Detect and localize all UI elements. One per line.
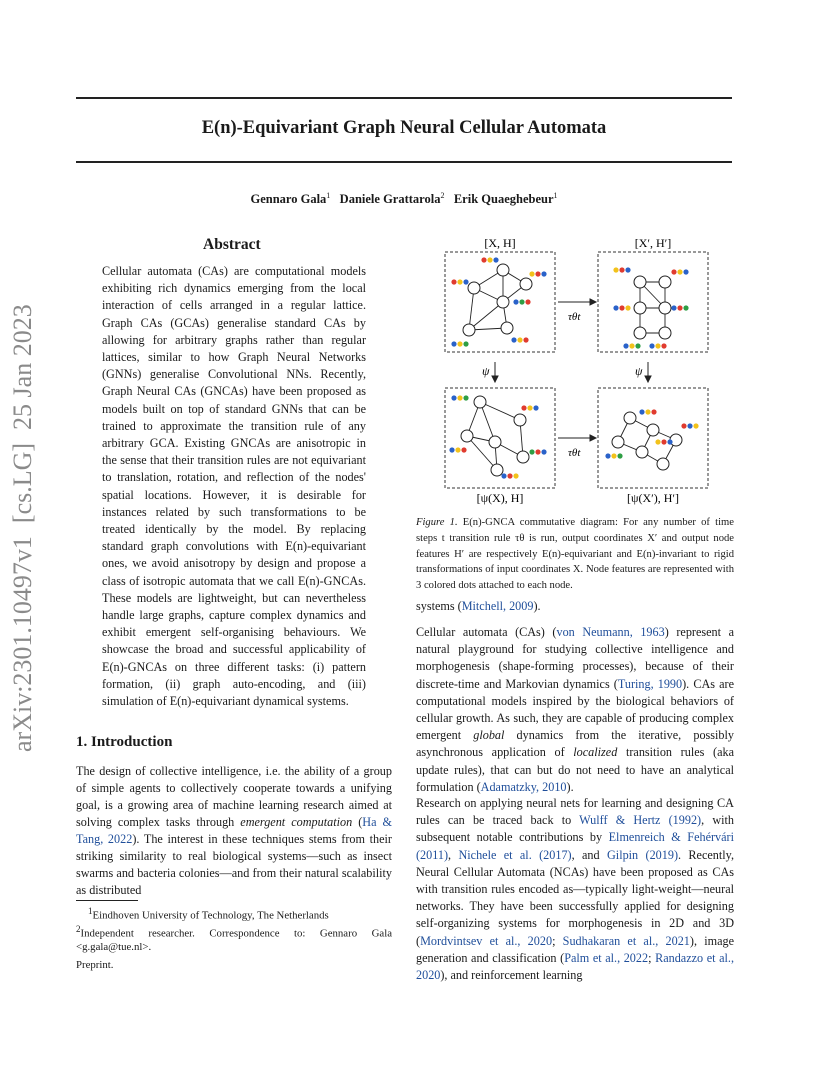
footnote-rule bbox=[76, 900, 138, 901]
arrow-psi-right bbox=[645, 362, 651, 382]
body-text: ), image generation and classification ( bbox=[416, 933, 735, 965]
intro-paragraph bbox=[76, 763, 392, 899]
citation-link[interactable]: Mitchell, 2009 bbox=[461, 599, 534, 613]
label-bottom-right: [ψ(X′), H′] bbox=[626, 491, 680, 505]
body-text: . Recently, Neural Cellular Automata (NCAs) have been proposed as CAs with transition rules encoded as—typically light-weight—neural networks. They have been successfully applied for designing self-organizing systems for morphogenesis in 2D and 3D ( bbox=[416, 847, 735, 948]
graph-nodes bbox=[461, 396, 529, 476]
citation-link[interactable]: Adamatzky, 2010 bbox=[480, 779, 567, 794]
psi-label: ψ bbox=[635, 364, 643, 378]
citation-link[interactable]: Palm et al., 2022 bbox=[564, 950, 649, 965]
footnotes: $^1$Eindhoven University of Technology, The Netherlands $^2$Independent researcher. Correspondence to: Gennaro Gala <g.gala@tue.nl>. bbox=[76, 906, 392, 954]
body-text: ) represent a natural playground for studying collective intelligence and morphogenesis (shape-forming processes), because of their discrete-time and Markovian dynamics ( bbox=[416, 625, 734, 691]
tau-label: τθt bbox=[568, 447, 581, 459]
citation-link[interactable]: Elmenreich & Fehérvári (2011) bbox=[416, 830, 734, 862]
body-text: Cellular automata (CAs) ( bbox=[416, 625, 557, 639]
abstract-heading: Abstract bbox=[203, 236, 261, 253]
author-affiliation: 1 bbox=[326, 191, 331, 200]
citation-link[interactable]: Turing, 1990 bbox=[617, 676, 683, 691]
author-name: Gennaro Gala bbox=[250, 192, 327, 207]
citation-link[interactable]: Wulff & Hertz (1992) bbox=[579, 813, 702, 828]
body-text: ; bbox=[552, 933, 563, 948]
citation-link[interactable]: Randazzo et al., 2020 bbox=[416, 950, 735, 983]
figure-caption bbox=[416, 515, 734, 594]
author-list bbox=[76, 191, 732, 207]
label-top-left: [X, H] bbox=[484, 236, 516, 250]
paper-title: E(n)-Equivariant Graph Neural Cellular Automata bbox=[201, 118, 607, 138]
label-top-right: [X′, H′] bbox=[634, 236, 672, 250]
citation-link[interactable]: Sudhakaran et al., 2021 bbox=[562, 933, 690, 948]
body-paragraph bbox=[416, 624, 734, 796]
graph-nodes bbox=[634, 276, 671, 339]
body-text: ; bbox=[648, 950, 656, 965]
arrow-psi-left bbox=[492, 362, 498, 382]
graph-edges bbox=[618, 418, 676, 464]
intro-text: ). The interest in these techniques stems from their striking similarity to real biological systems—such as insect swarms and bacteria colonies—and from their natural scalability as distributed bbox=[76, 832, 392, 897]
citation-link[interactable]: von Neumann, 1963 bbox=[556, 625, 665, 639]
body-text: dynamics from the iterative, possibly asynchronous application of bbox=[416, 728, 734, 760]
author-name: Erik Quaeghebeur bbox=[453, 192, 554, 207]
caption-text: E(n)-GNCA commutative diagram: For any number of time steps t transition rule τθ is run, output coordinates X′ and output node features H′ are respectively E(n)-equivariant and E(n)-invariant to rigid transformations of input coordinates X. Node features are represented with 3 colored dots attached to each node. bbox=[416, 517, 734, 592]
arrow-tau-top bbox=[558, 299, 596, 305]
psi-label: ψ bbox=[482, 364, 490, 378]
body-emphasis: localized bbox=[573, 745, 618, 760]
label-bottom-left: [ψ(X), H] bbox=[476, 491, 524, 505]
body-emphasis: global bbox=[473, 728, 505, 743]
abstract-text: Cellular automata (CAs) are computational models exhibiting rich dynamics emerging from the local interaction of cells arranged in a regular lattice. Graph CAs (GCAs) generalise standard CAs by allowing for arbitrary graphs rather than regular lattices, similar to how Graph Neural Networks (GNNs) generalise Convolutional NNs. Recently, Graph Neural CAs (GNCAs) have been proposed as models built on top of standard GNNs that can be trained to approximate the transition rule of any arbitrary GCA. Existing GNCAs are anisotropic in the sense that their transition rules are not equivariant to translation, rotation, and reflection of the nodes' spatial locations. However, it is desirable for instances related by such transformations to be treated identically by the model. By replacing standard graph convolutions with E(n)-equivariant ones, we avoid anisotropy by design and propose a class of isotropic automata that we call E(n)-GNCAs. These models are lightweight, but can nevertheless handle large graphs, capture complex dynamics and exhibit emergent self-organising behaviours. We showcase the broad and successful applicability of E(n)-GNCAs on three different tasks: (i) pattern formation, (ii) graph auto-encoding, and (iii) simulation of E(n)-equivariant dynamical systems. bbox=[102, 264, 366, 709]
body-text: systems ( bbox=[416, 599, 462, 613]
body-text: , bbox=[448, 847, 459, 862]
citation-link[interactable]: Nichele et al. (2017) bbox=[458, 847, 572, 862]
body-text: , with subsequent notable contributions by bbox=[416, 813, 735, 845]
body-text: , and bbox=[571, 847, 607, 862]
body-text: ), and reinforcement learning bbox=[440, 968, 583, 983]
citation-link[interactable]: Mordvintsev et al., 2020 bbox=[420, 933, 553, 948]
arrow-tau-bottom bbox=[558, 435, 596, 441]
citation-link[interactable]: Gilpin (2019) bbox=[607, 847, 679, 862]
body-text: transition rules (aka update rules), that can but do not need to have an analytical formulation ( bbox=[416, 745, 734, 794]
author-name: Daniele Grattarola bbox=[339, 192, 441, 207]
tau-label: τθt bbox=[568, 311, 581, 323]
caption-label: Figure 1. bbox=[416, 517, 458, 528]
author-affiliation: 1 bbox=[553, 191, 558, 200]
intro-emphasis: emergent computation bbox=[240, 815, 353, 829]
body-text: ). bbox=[566, 779, 574, 794]
top-rule bbox=[76, 97, 732, 99]
title-bottom-rule bbox=[76, 161, 732, 163]
citation-link[interactable]: Ha & Tang, 2022 bbox=[76, 815, 393, 846]
intro-text: ( bbox=[352, 815, 363, 829]
arxiv-stamp: arXiv:2301.10497v1 [cs.LG] 25 Jan 2023 bbox=[8, 304, 37, 752]
body-paragraph bbox=[416, 795, 734, 984]
body-text: ). bbox=[533, 599, 541, 613]
body-text: ). CAs are computational models inspired by the biological behaviors of cellular growth. As such, they are capable of producing complex emergent bbox=[416, 676, 734, 743]
intro-text: The design of collective intelligence, i.e. the ability of a group of simple agents to collectively cooperate towards a unifying goal, is a growing area of machine learning research aimed at solving complex tasks through bbox=[76, 764, 392, 829]
body-text: Research on applying neural nets for learning and designing CA rules can be traced back to bbox=[416, 796, 734, 828]
section-heading-introduction: 1. Introduction bbox=[76, 734, 173, 750]
footnote-1: Eindhoven University of Technology, The Netherlands bbox=[92, 909, 329, 922]
preprint-note: Preprint. bbox=[76, 959, 114, 971]
footnote-2: Independent researcher. Correspondence to: Gennaro Gala <g.gala@tue.nl>. bbox=[76, 927, 392, 954]
commutative-diagram bbox=[440, 230, 720, 510]
body-continuation bbox=[416, 598, 734, 615]
author-affiliation: 2 bbox=[440, 191, 445, 200]
panel-box bbox=[598, 252, 708, 352]
